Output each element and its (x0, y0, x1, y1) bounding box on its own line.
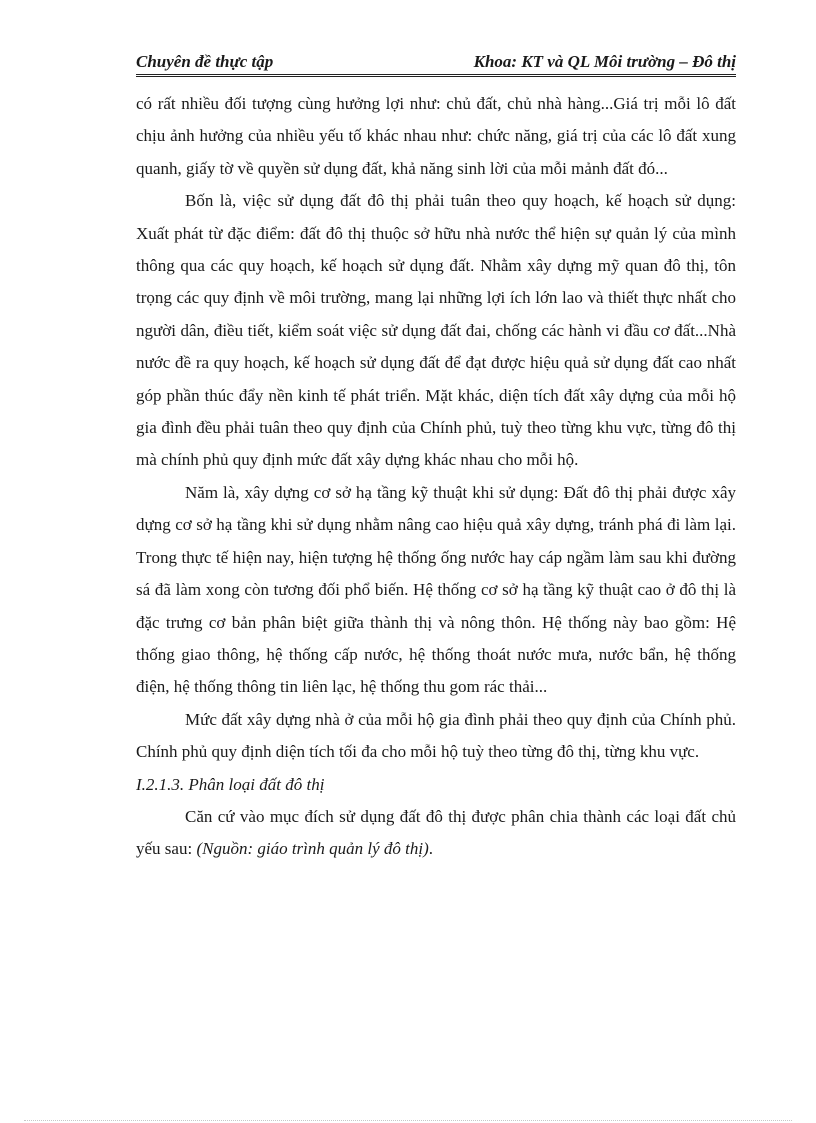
header-left-title: Chuyên đề thực tập (136, 52, 274, 71)
footer-divider (24, 1120, 792, 1121)
paragraph-fourth-point: Bốn là, việc sử dụng đất đô thị phải tuân theo quy hoạch, kế hoạch sử dụng: Xuất phát từ đặc điểm: đất đô thị thuộc sở hữu nhà nước thể hiện sự quản lý của mình thông qua các quy hoạch, kế hoạch sử dụng đất. Nhằm xây dựng mỹ quan đô thị, tôn trọng các quy định về môi trường, mang lại những lợi ích lớn lao và thiết thực nhất cho người dân, điều tiết, kiểm soát việc sử dụng đất đai, chống các hành vi đầu cơ đất...Nhà nước đề ra quy hoạch, kế hoạch sử dụng đất để đạt được hiệu quả sử dụng đất cao nhất góp phần thúc đẩy nền kinh tế phát triển. Mặt khác, diện tích đất xây dựng của mỗi hộ gia đình đều phải tuân theo quy định của Chính phủ, tuỳ theo từng khu vực, từng đô thị mà chính phủ quy định mức đất xây dựng khác nhau cho mỗi hộ. (136, 191, 736, 470)
paragraph-continuation: có rất nhiều đối tượng cùng hưởng lợi như: chủ đất, chủ nhà hàng...Giá trị mỗi lô đất chịu ảnh hưởng của nhiều yếu tố khác nhau như: chức năng, giá trị của các lô đất xung quanh, giấy tờ về quyền sử dụng đất, khả năng sinh lời của mỗi mảnh đất đó... (136, 94, 736, 178)
section-heading: I.2.1.3. Phân loại đất đô thị (136, 774, 325, 794)
document-body (136, 88, 736, 866)
paragraph-fifth-point: Năm là, xây dựng cơ sở hạ tầng kỹ thuật khi sử dụng: Đất đô thị phải được xây dựng cơ sở hạ tầng khi sử dụng nhằm nâng cao hiệu quả xây dựng, tránh phá đi làm lại. Trong thực tế hiện nay, hiện tượng hệ thống ống nước hay cáp ngầm làm sau khi đường sá đã làm xong còn tương đối phổ biến. Hệ thống cơ sở hạ tầng kỹ thuật cao ở đô thị là đặc trưng cơ bản phân biệt giữa thành thị và nông thôn. Hệ thống này bao gồm: Hệ thống giao thông, hệ thống cấp nước, hệ thống thoát nước mưa, nước bẩn, hệ thống điện, hệ thống thông tin liên lạc, hệ thống thu gom rác thải... (136, 482, 736, 697)
paragraph-classification-intro (136, 801, 736, 866)
paragraph-land-regulation: Mức đất xây dựng nhà ở của mỗi hộ gia đình phải theo quy định của Chính phủ. Chính phủ quy định diện tích tối đa cho mỗi hộ tuỳ theo từng đô thị, từng khu vực. (136, 709, 736, 762)
source-citation: (Nguồn: giáo trình quản lý đô thị) (196, 839, 429, 859)
intro-end: . (428, 839, 434, 859)
intro-text: Căn cứ vào mục đích sử dụng đất đô thị được phân chia thành các loại đất chủ yếu sau: (136, 806, 736, 859)
page-header (136, 48, 736, 77)
header-right-title: Khoa: KT và QL Môi trường – Đô thị (473, 52, 736, 71)
